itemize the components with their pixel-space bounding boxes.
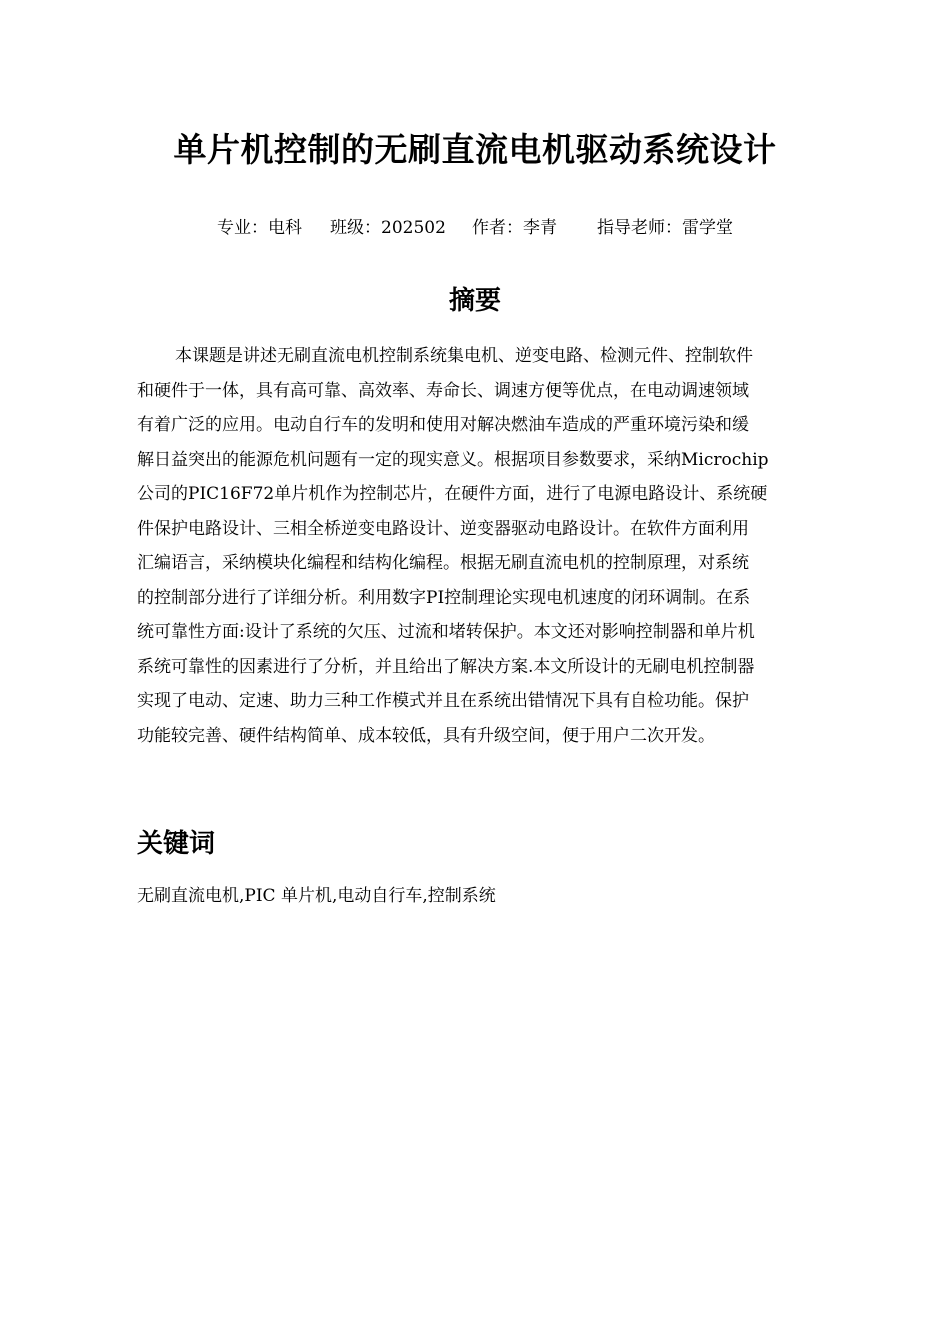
abstract-line: 解日益突出的能源危机问题有一定的现实意义。根据项目参数要求，采纳Microchip: [137, 449, 769, 470]
abstract-line: 有着广泛的应用。电动自行车的发明和使用对解决燃油车造成的严重环境污染和缓: [137, 415, 749, 435]
abstract-line: 汇编语言，采纳模块化编程和结构化编程。根据无刷直流电机的控制原理，对系统: [137, 553, 749, 573]
abstract-line: 和硬件于一体，具有高可靠、高效率、寿命长、调速方便等优点，在电动调速领域: [137, 380, 749, 401]
abstract-line: 实现了电动、定速、助力三种工作模式并且在系统出错情况下具有自检功能。保护: [137, 691, 749, 711]
abstract-line: 统可靠性方面:设计了系统的欠压、过流和堵转保护。本文还对影响控制器和单片机: [137, 622, 755, 642]
abstract-line: 件保护电路设计、三相全桥逆变电路设计、逆变器驱动电路设计。在软件方面利用: [137, 518, 749, 539]
abstract-heading: 摘要: [448, 286, 501, 316]
major-label: 专业：电科: [217, 218, 303, 238]
abstract-line: 的控制部分进行了详细分析。利用数字PI控制理论实现电机速度的闭环调制。在系: [137, 587, 751, 608]
author-info-line: [0, 214, 950, 242]
class-label: 班级：202502: [330, 218, 446, 238]
abstract-line: 本课题是讲述无刷直流电机控制系统集电机、逆变电路、检测元件、控制软件: [175, 346, 753, 366]
advisor-label: 指导老师：雷学堂: [596, 218, 733, 238]
keywords-text: 无刷直流电机,PIC 单片机,电动自行车,控制系统: [137, 886, 496, 906]
document-title: 单片机控制的无刷直流电机驱动系统设计: [173, 130, 777, 169]
abstract-line: 公司的PIC16F72单片机作为控制芯片，在硬件方面，进行了电源电路设计、系统硬: [137, 484, 768, 504]
abstract-line: 系统可靠性的因素进行了分析，并且给出了解决方案.本文所设计的无刷电机控制器: [137, 656, 755, 677]
abstract-paragraph: [137, 339, 837, 753]
keywords-heading: 关键词: [137, 829, 216, 859]
abstract-line: 功能较完善、硬件结构简单、成本较低，具有升级空间，便于用户二次开发。: [137, 725, 715, 746]
author-label: 作者：李青: [471, 218, 557, 238]
